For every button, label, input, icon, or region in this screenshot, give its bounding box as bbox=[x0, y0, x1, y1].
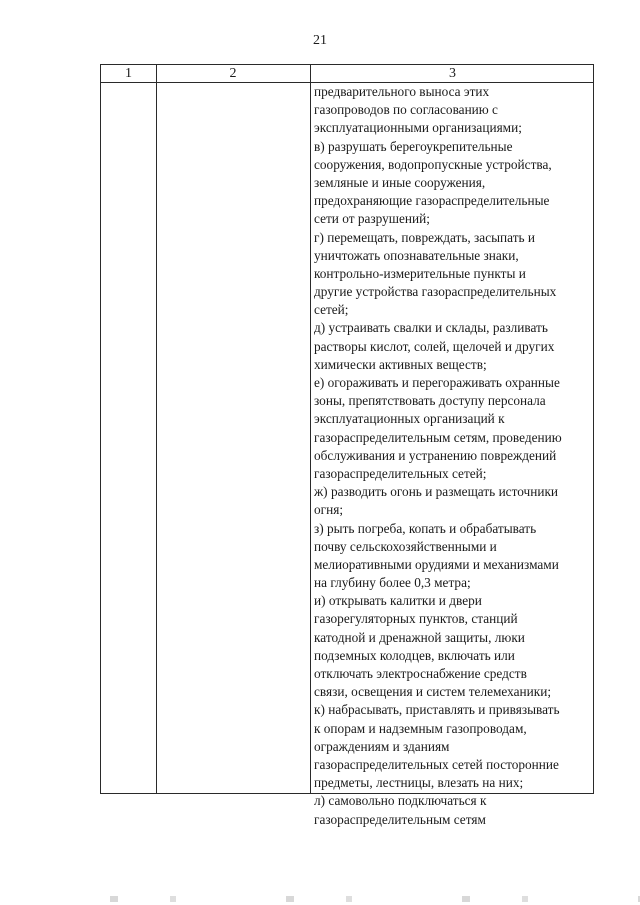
text-line: земляные и иные сооружения, bbox=[314, 174, 486, 190]
text-line: мелиоративными орудиями и механизмами bbox=[314, 556, 559, 572]
text-line: химически активных веществ; bbox=[314, 356, 487, 372]
text-line: ж) разводить огонь и размещать источники bbox=[314, 484, 559, 500]
text-line: газораспределительным сетям, проведению bbox=[314, 429, 562, 445]
column-divider bbox=[310, 65, 311, 793]
text-line: ограждениям и зданиям bbox=[314, 738, 450, 754]
text-line: эксплуатационных организаций к bbox=[314, 411, 505, 427]
column-divider bbox=[156, 65, 157, 793]
column-header-3: 3 bbox=[449, 66, 456, 81]
text-line: газораспределительным сетям bbox=[314, 811, 486, 827]
text-line: почву сельскохозяйственными и bbox=[314, 538, 497, 554]
text-line: растворы кислот, солей, щелочей и других bbox=[314, 338, 555, 354]
text-line: обслуживания и устранению повреждений bbox=[314, 447, 557, 463]
text-line: з) рыть погреба, копать и обрабатывать bbox=[314, 520, 537, 536]
column-header-1: 1 bbox=[125, 66, 132, 81]
text-line: другие устройства газораспределительных bbox=[314, 284, 557, 300]
text-line: предварительного выноса этих bbox=[314, 84, 490, 99]
text-line: предметы, лестницы, влезать на них; bbox=[314, 775, 524, 791]
text-line: г) перемещать, повреждать, засыпать и bbox=[314, 229, 536, 245]
text-line: сетей; bbox=[314, 302, 349, 318]
text-line: отключать электроснабжение средств bbox=[314, 666, 527, 681]
text-line: и) открывать калитки и двери bbox=[314, 593, 482, 609]
text-line: зоны, препятствовать доступу персонала bbox=[314, 393, 546, 409]
column-header-2: 2 bbox=[229, 66, 237, 81]
text-line: связи, освещения и систем телемеханики; bbox=[314, 684, 552, 700]
column-3-text bbox=[314, 83, 595, 829]
text-line: в) разрушать берегоукрепительные bbox=[314, 138, 513, 154]
scan-artifact bbox=[0, 896, 640, 902]
text-line: огня; bbox=[314, 502, 344, 518]
text-line: газорегуляторных пунктов, станций bbox=[314, 611, 518, 627]
text-line: к опорам и надземным газопроводам, bbox=[314, 720, 527, 736]
text-line: эксплуатационными организациями; bbox=[314, 120, 522, 136]
text-line: подземных колодцев, включать или bbox=[314, 647, 515, 663]
text-line: уничтожать опознавательные знаки, bbox=[314, 247, 519, 263]
text-line: д) устраивать свалки и склады, разливать bbox=[314, 320, 548, 336]
text-line: предохраняющие газораспределительные bbox=[314, 193, 550, 209]
text-line: е) огораживать и перегораживать охранные bbox=[314, 375, 560, 390]
page-number: 21 bbox=[313, 33, 327, 48]
text-line: газораспределительных сетей; bbox=[314, 465, 487, 481]
document-table bbox=[100, 64, 594, 827]
text-line: газораспределительных сетей посторонние bbox=[314, 756, 559, 772]
text-line: контрольно-измерительные пункты и bbox=[314, 265, 526, 281]
text-line: к) набрасывать, приставлять и привязывать bbox=[314, 702, 560, 718]
text-line: газопроводов по согласованию с bbox=[314, 102, 498, 118]
text-line: сети от разрушений; bbox=[314, 211, 430, 227]
text-line: л) самовольно подключаться к bbox=[314, 793, 487, 809]
text-line: сооружения, водопропускные устройства, bbox=[314, 156, 552, 172]
text-line: на глубину более 0,3 метра; bbox=[314, 575, 471, 591]
text-line: катодной и дренажной защиты, люки bbox=[314, 629, 525, 645]
